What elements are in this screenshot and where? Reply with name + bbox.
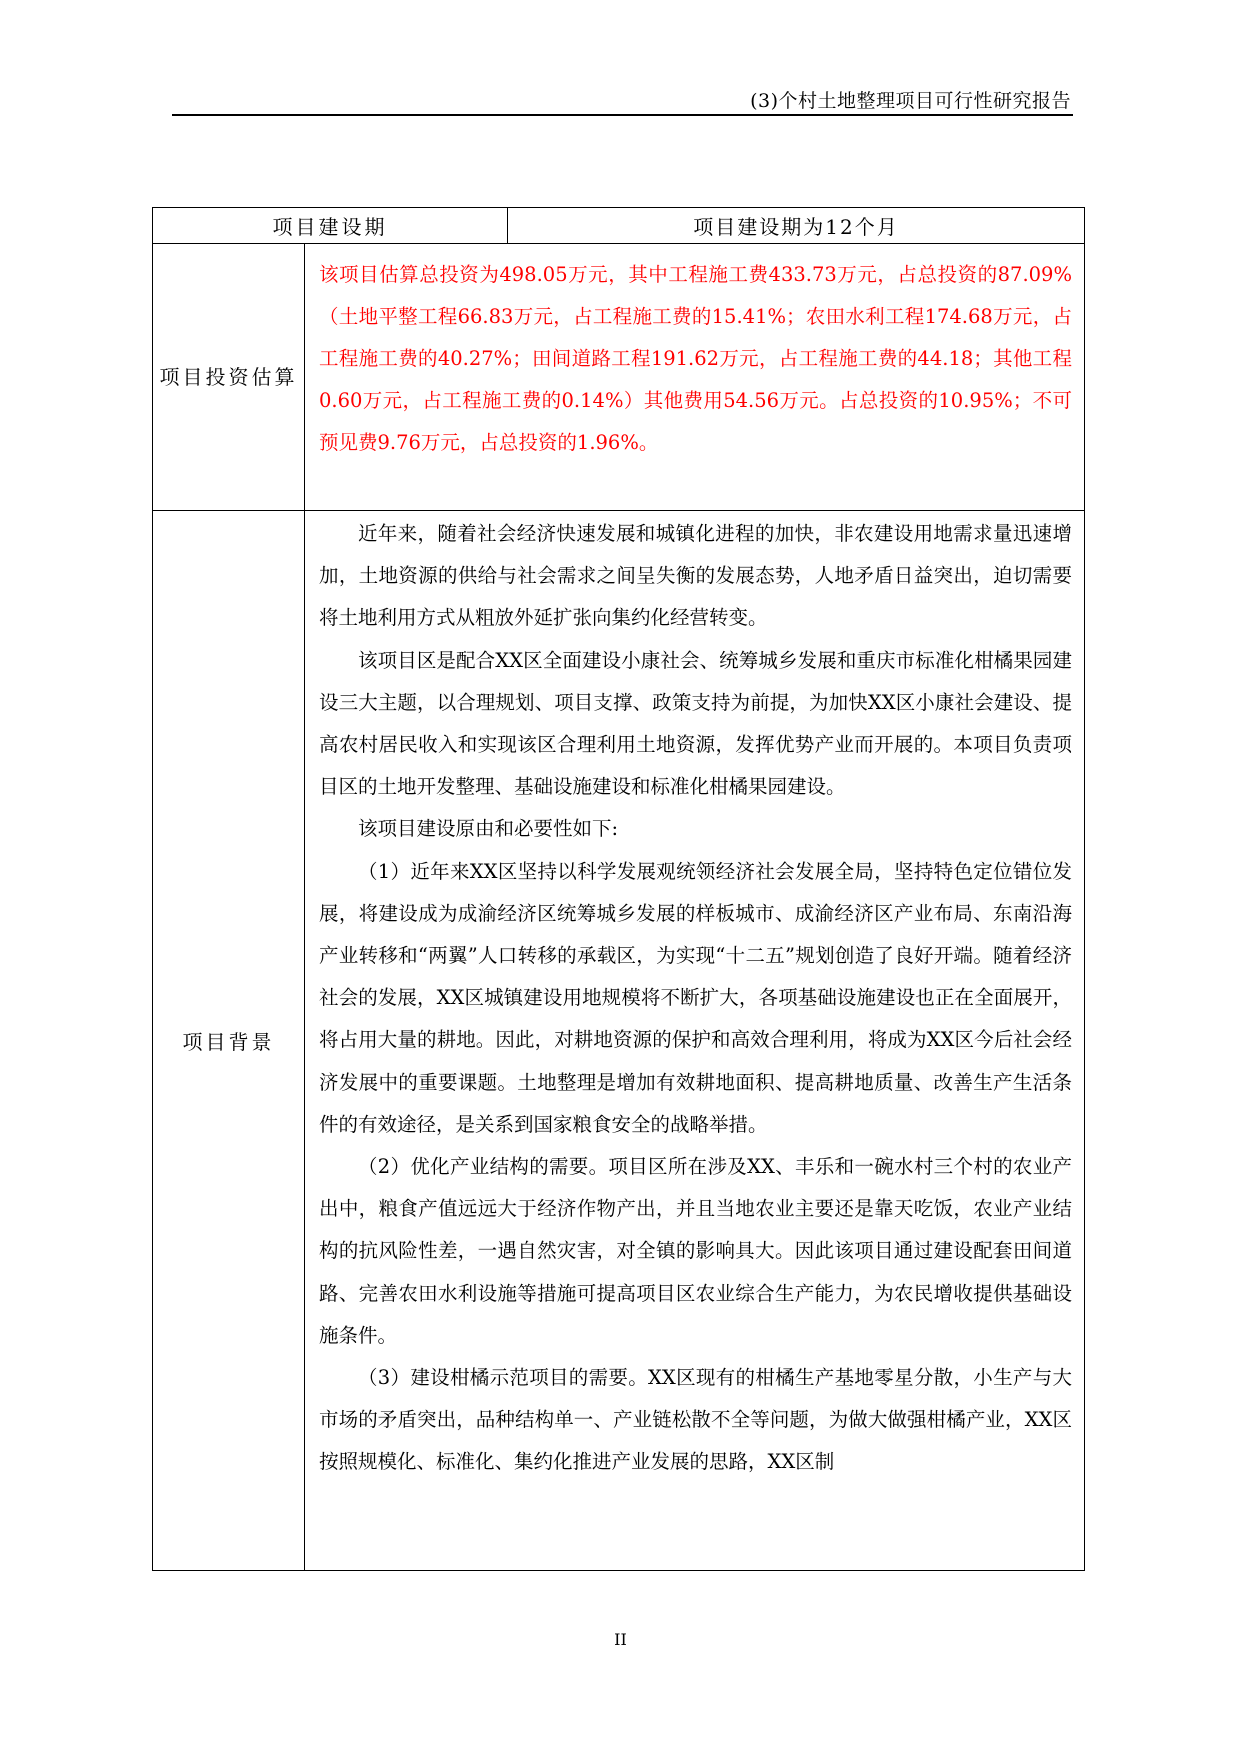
- project-info-table: [152, 207, 1085, 1571]
- background-label: 项目背景: [153, 511, 305, 1571]
- background-paragraph: （3）建设柑橘示范项目的需要。XX区现有的柑橘生产基地零星分散，小生产与大市场的矛盾突出，品种结构单一、产业链松散不全等问题，为做大做强柑橘产业，XX区按照规模化、标准化、集约化推进产业发展的思路，XX区制: [319, 1366, 1072, 1474]
- background-text: [305, 511, 1085, 1571]
- header-rule: [172, 114, 1073, 116]
- background-paragraph: 该项目建设原由和必要性如下:: [358, 817, 619, 841]
- period-label: 项目建设期: [153, 208, 508, 244]
- background-paragraph: 近年来，随着社会经济快速发展和城镇化进程的加快，非农建设用地需求量迅速增加，土地资源的供给与社会需求之间呈失衡的发展态势，人地矛盾日益突出，迫切需要将土地利用方式从粗放外延扩张向集约化经营转变。: [319, 522, 1072, 630]
- background-paragraph: （1）近年来XX区坚持以科学发展观统领经济社会发展全局，坚持特色定位错位发展，将建设成为成渝经济区统筹城乡发展的样板城市、成渝经济区产业布局、东南沿海产业转移和“两翼”人口转移的承载区，为实现“十二五”规划创造了良好开端。随着经济社会的发展，XX区城镇建设用地规模将不断扩大，各项基础设施建设也正在全面展开，将占用大量的耕地。因此，对耕地资源的保护和高效合理利用，将成为XX区今后社会经济发展中的重要课题。土地整理是增加有效耕地面积、提高耕地质量、改善生产生活条件的有效途径，是关系到国家粮食安全的战略举措。: [319, 859, 1072, 1136]
- background-paragraph: 该项目区是配合XX区全面建设小康社会、统筹城乡发展和重庆市标准化柑橘果园建设三大主题，以合理规划、项目支撑、政策支持为前提，为加快XX区小康社会建设、提高农村居民收入和实现该区合理利用土地资源，发挥优势产业而开展的。本项目负责项目区的土地开发整理、基础设施建设和标准化柑橘果园建设。: [319, 648, 1072, 799]
- investment-text: 该项目估算总投资为498.05万元，其中工程施工费433.73万元，占总投资的87.09%（土地平整工程66.83万元，占工程施工费的15.41%；农田水利工程174.68万元，占工程施工费的40.27%；田间道路工程191.62万元，占工程施工费的44.18；其他工程0.60万元，占工程施工费的0.14%）其他费用54.56万元。占总投资的10.95%；不可预见费9.76万元，占总投资的1.96%。: [305, 244, 1085, 511]
- investment-label: 项目投资估算: [153, 244, 305, 511]
- background-paragraph: （2）优化产业结构的需要。项目区所在涉及XX、丰乐和一碗水村三个村的农业产出中，粮食产值远远大于经济作物产出，并且当地农业主要还是靠天吃饭，农业产业结构的抗风险性差，一遇自然灾害，对全镇的影响具大。因此该项目通过建设配套田间道路、完善农田水利设施等措施可提高项目区农业综合生产能力，为农民增收提供基础设施条件。: [319, 1155, 1072, 1347]
- document-header-title: (3)个村土地整理项目可行性研究报告: [750, 90, 1071, 112]
- table-row-period: [153, 208, 1085, 244]
- page-number: II: [614, 1630, 627, 1649]
- table-row-background: [153, 511, 1085, 1571]
- table-row-investment: [153, 244, 1085, 511]
- period-value: 项目建设期为12个月: [508, 208, 1085, 244]
